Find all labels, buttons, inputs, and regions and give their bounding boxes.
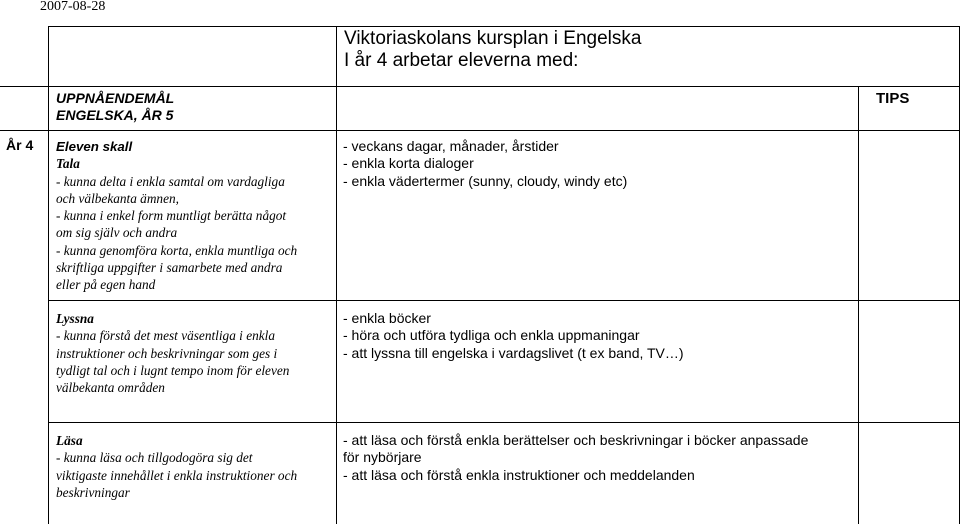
row-divider-2 [48,422,960,423]
table-border-top [48,26,960,27]
goal-line: - kunna delta i enkla samtal om vardagliga [56,173,285,189]
col-divider-tips [858,86,859,524]
activity-line: - att läsa och förstå enkla berättelser och beskrivningar i böcker anpassade [343,432,809,448]
activity-line: - enkla vädertermer (sunny, cloudy, windy etc) [343,172,628,189]
title-line-1: Viktoriaskolans kursplan i Engelska [344,28,642,49]
goal-line: viktigaste innehållet i enkla instruktioner och [56,467,298,483]
tips-column-header: TIPS [876,90,910,107]
goals-header-line-1: UPPNÅENDEMÅL [56,90,175,106]
goal-line: beskrivningar [56,484,130,500]
year-label: År 4 [6,137,34,153]
activity-line: - att läsa och förstå enkla instruktioner och meddelanden [343,466,695,483]
header-row-divider [0,86,960,87]
goal-line: eller på egen hand [56,277,156,293]
goal-line: tydligt tal och i lugnt tempo inom för eleven [56,362,290,378]
goal-line: - kunna genomföra korta, enkla muntliga och [56,242,298,258]
activity-line: - enkla böcker [343,310,431,326]
activity-line: för nybörjare [343,449,422,466]
activity-line: - höra och utföra tydliga och enkla uppmaningar [343,327,640,344]
activity-line: - veckans dagar, månader, årstider [343,138,559,154]
goal-subheading: Läsa [56,433,83,448]
goal-line: om sig själv och andra [56,225,178,241]
goal-line: - kunna förstå det mest väsentliga i enkla [56,328,275,344]
title-line-2: I år 4 arbetar eleverna med: [344,50,579,71]
row-divider-1 [48,300,960,301]
goal-line: - kunna läsa och tillgodogöra sig det [56,450,253,466]
activities-cell-lyssna [343,310,684,362]
goal-cell-lasa [56,432,336,501]
goals-header-divider [0,130,960,131]
goal-line: välbekanta områden [56,380,165,396]
activities-cell-lasa [343,432,808,484]
activity-line: - att lyssna till engelska i vardagslivet (t ex band, TV…) [343,344,684,361]
goal-cell-lyssna [56,310,336,396]
activities-cell-tala [343,138,627,190]
goals-column-header [56,90,174,124]
activity-line: - enkla korta dialoger [343,155,474,172]
goal-heading: Eleven skall [56,139,133,154]
goal-line: och välbekanta ämnen, [56,190,179,206]
goal-subheading: Tala [56,156,80,172]
goal-subheading: Lyssna [56,311,94,326]
col-divider-left [48,26,49,524]
goals-header-line-2: ENGELSKA, ÅR 5 [56,107,174,123]
goal-line: skriftliga uppgifter i samarbete med andra [56,260,283,276]
col-divider-mid [336,26,337,524]
goal-line: - kunna i enkel form muntligt berätta något [56,208,287,224]
page-title [344,28,641,72]
document-date: 2007-08-28 [40,0,106,14]
goal-line: instruktioner och beskrivningar som ges i [56,345,278,361]
goal-cell-tala [56,138,336,294]
